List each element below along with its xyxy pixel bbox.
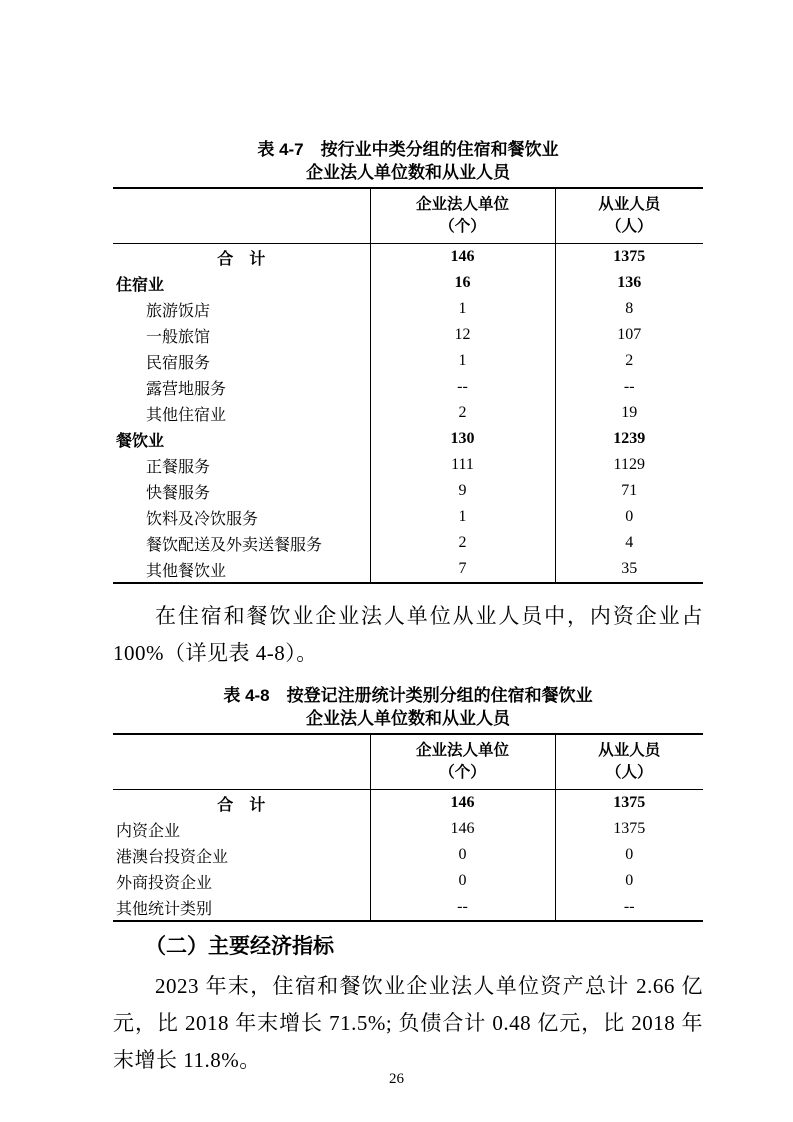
cell-employees: 0: [555, 842, 703, 868]
cell-units: 9: [370, 478, 555, 504]
cell-employees: 1375: [555, 244, 703, 271]
cell-units: 0: [370, 842, 555, 868]
cell-employees: 136: [555, 270, 703, 296]
row-label: 旅游饭店: [146, 302, 211, 320]
row-label: 外商投资企业: [116, 874, 213, 892]
cell-units: 146: [370, 790, 555, 817]
cell-units: 146: [370, 816, 555, 842]
table-row: [113, 894, 703, 921]
cell-employees: 1129: [555, 452, 703, 478]
cell-employees: 2: [555, 348, 703, 374]
cell-units: 2: [370, 530, 555, 556]
table-row: [113, 816, 703, 842]
column-header-units-line2: （个）: [439, 218, 486, 235]
table-row: [113, 530, 703, 556]
row-label: 一般旅馆: [146, 328, 211, 346]
table-header-row: [113, 188, 703, 244]
table-row: [113, 868, 703, 894]
cell-employees: 8: [555, 296, 703, 322]
row-label: 住宿业: [116, 276, 165, 294]
column-header-units: [370, 734, 555, 790]
cell-employees: 0: [555, 868, 703, 894]
paragraph-economic-indicators: 2023 年末，住宿和餐饮业企业法人单位资产总计 2.66 亿元，比 2018 年末增长 71.5%; 负债合计 0.48 亿元，比 2018 年末增长 11.8%。: [113, 974, 703, 1072]
column-header-employees: [555, 734, 703, 790]
cell-units: 1: [370, 504, 555, 530]
cell-units: 130: [370, 426, 555, 452]
row-label: 合 计: [217, 250, 266, 268]
table-row: [113, 348, 703, 374]
cell-employees: 1375: [555, 816, 703, 842]
table-row: [113, 478, 703, 504]
table-header-row: [113, 734, 703, 790]
header-empty-cell: [113, 188, 370, 244]
cell-units: 146: [370, 244, 555, 271]
cell-employees: --: [555, 374, 703, 400]
cell-employees: 4: [555, 530, 703, 556]
cell-units: 7: [370, 556, 555, 583]
cell-units: 111: [370, 452, 555, 478]
table-4-7-title-line1: 表 4-7 按行业中类分组的住宿和餐饮业: [257, 140, 559, 159]
cell-employees: --: [555, 894, 703, 921]
cell-employees: 19: [555, 400, 703, 426]
row-label: 快餐服务: [146, 484, 211, 502]
table-row: [113, 842, 703, 868]
cell-employees: 1375: [555, 790, 703, 817]
table-row: [113, 790, 703, 817]
column-header-units-line1: 企业法人单位: [415, 196, 509, 213]
column-header-employees-line2: （人）: [605, 764, 653, 781]
row-label: 餐饮业: [116, 432, 165, 450]
table-row: [113, 322, 703, 348]
row-label: 内资企业: [116, 822, 181, 840]
table-row: [113, 400, 703, 426]
row-label: 民宿服务: [146, 354, 211, 372]
cell-units: 1: [370, 296, 555, 322]
row-label: 合 计: [217, 796, 266, 814]
table-row: [113, 426, 703, 452]
cell-units: --: [370, 894, 555, 921]
cell-employees: 0: [555, 504, 703, 530]
cell-units: 1: [370, 348, 555, 374]
table-row: [113, 244, 703, 271]
header-empty-cell: [113, 734, 370, 790]
cell-units: 0: [370, 868, 555, 894]
page-number: 26: [389, 1071, 404, 1087]
column-header-units-line1: 企业法人单位: [415, 742, 509, 759]
column-header-employees-line1: 从业人员: [598, 742, 661, 759]
row-label: 饮料及冷饮服务: [146, 510, 259, 528]
row-label: 餐饮配送及外卖送餐服务: [146, 536, 323, 554]
column-header-employees: [555, 188, 703, 244]
row-label: 正餐服务: [146, 458, 211, 476]
table-row: [113, 556, 703, 583]
table-4-8-title-line1: 表 4-8 按登记注册统计类别分组的住宿和餐饮业: [223, 686, 593, 705]
cell-employees: 107: [555, 322, 703, 348]
table-row: [113, 504, 703, 530]
table-4-7-title: [113, 138, 703, 184]
row-label: 港澳台投资企业: [116, 848, 229, 866]
cell-units: 16: [370, 270, 555, 296]
cell-units: --: [370, 374, 555, 400]
row-label: 其他住宿业: [146, 406, 227, 424]
column-header-units-line2: （个）: [439, 764, 486, 781]
table-row: [113, 296, 703, 322]
table-4-8-title: [113, 684, 703, 730]
cell-employees: 35: [555, 556, 703, 583]
row-label: 露营地服务: [146, 380, 227, 398]
row-label: 其他餐饮业: [146, 562, 227, 580]
section-heading: （二）主要经济指标: [145, 935, 334, 958]
paragraph-domestic-share: 在住宿和餐饮业企业法人单位从业人员中，内资企业占 100%（详见表 4-8）。: [113, 604, 703, 665]
cell-units: 2: [370, 400, 555, 426]
table-row: [113, 270, 703, 296]
column-header-employees-line1: 从业人员: [598, 196, 661, 213]
table-4-8-title-line2: 企业法人单位数和从业人员: [306, 709, 510, 728]
table-4-8: [113, 733, 703, 922]
table-4-7-title-line2: 企业法人单位数和从业人员: [306, 163, 510, 182]
column-header-units: [370, 188, 555, 244]
cell-units: 12: [370, 322, 555, 348]
table-4-7: [113, 187, 703, 584]
cell-employees: 71: [555, 478, 703, 504]
table-row: [113, 374, 703, 400]
cell-employees: 1239: [555, 426, 703, 452]
table-row: [113, 452, 703, 478]
row-label: 其他统计类别: [116, 900, 213, 918]
column-header-employees-line2: （人）: [605, 218, 653, 235]
